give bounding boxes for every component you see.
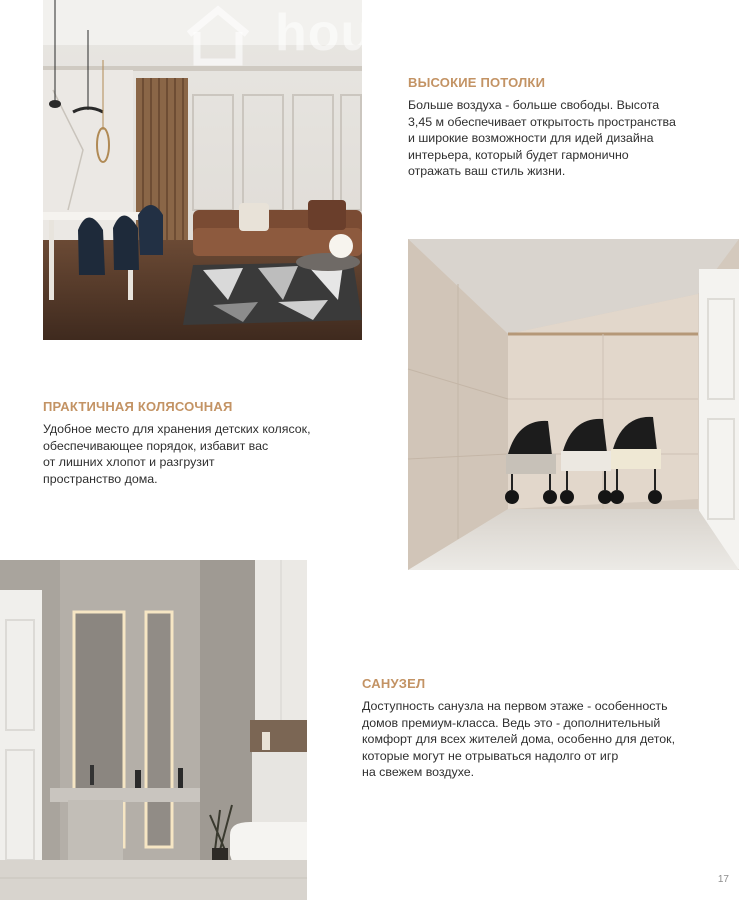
section-text-bathroom: Доступность санузла на первом этаже - особенность домов премиум-класса. Ведь это - дополнительный комфорт для всех жителей дома, особенно для деток, которые могут не отрываться надолго от игр на свежем воздухе. (362, 699, 676, 780)
watermark: hou (275, 4, 374, 62)
page-number: 17 (717, 874, 729, 885)
bathroom-photo (0, 560, 307, 900)
section-title-bathroom: САНУЗЕЛ (362, 676, 426, 691)
section-title-stroller: ПРАКТИЧНАЯ КОЛЯСОЧНАЯ (43, 399, 233, 414)
section-title-ceilings: ВЫСОКИЕ ПОТОЛКИ (408, 75, 546, 90)
living-room-photo (43, 0, 374, 340)
house-logo-icon (183, 6, 253, 66)
stroller-room-photo (408, 239, 739, 570)
section-text-ceilings: Больше воздуха - больше свободы. Высота 3,45 м обеспечивает открытость пространства и широкие возможности для идей дизайна интерьера, который будет гармонично отражать ваш стиль жизни. (408, 98, 676, 179)
section-text-stroller: Удобное место для хранения детских колясок, обеспечивающее порядок, избавит вас от лишних хлопот и разгрузит пространство дома. (43, 422, 311, 486)
